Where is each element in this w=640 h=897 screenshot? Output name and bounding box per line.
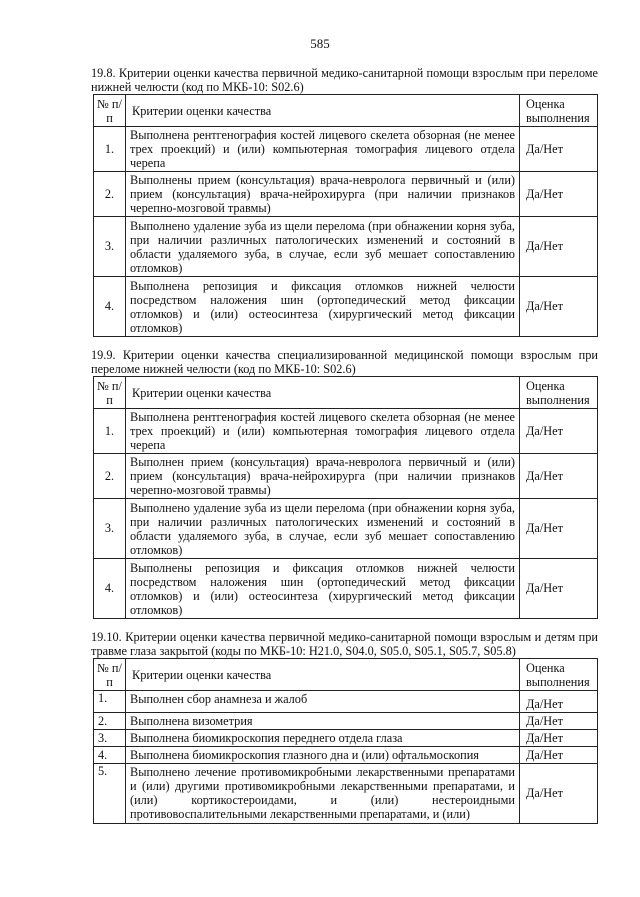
header-criteria: Критерии оценки качества <box>126 659 520 691</box>
table-row <box>94 217 598 277</box>
row-criteria: Выполнен прием (консультация) врача-невролога первичный и (или) прием (консультация) врача-нейрохирурга (при наличии признаков черепно-мозговой травмы) <box>126 454 520 499</box>
section-19-10 <box>93 630 598 824</box>
table-row <box>94 691 598 713</box>
table-row <box>94 172 598 217</box>
row-criteria: Выполнено удаление зуба из щели перелома (при обнажении корня зуба, при наличии различных патологических изменений и состояний в области удаляемого зуба, в случае, если зуб мешает сопоставлению отломков) <box>126 499 520 559</box>
header-result: Оценка выполнения <box>520 659 598 691</box>
row-num: 3. <box>94 730 126 747</box>
table-row <box>94 764 598 824</box>
row-result: Да/Нет <box>520 559 598 619</box>
row-result: Да/Нет <box>520 409 598 454</box>
section-title: 19.8. Критерии оценки качества первичной медико-санитарной помощи взрослым при переломе нижней челюсти (код по МКБ-10: S02.6) <box>91 66 598 94</box>
row-criteria: Выполнена биомикроскопия глазного дна и (или) офтальмоскопия <box>126 747 520 764</box>
header-num: № п/п <box>94 659 126 691</box>
row-num: 1. <box>94 691 126 713</box>
row-result: Да/Нет <box>520 454 598 499</box>
row-num: 1. <box>94 127 126 172</box>
row-num: 3. <box>94 499 126 559</box>
header-num: № п/п <box>94 377 126 409</box>
criteria-table <box>93 376 598 619</box>
table-row <box>94 730 598 747</box>
table-row <box>94 499 598 559</box>
row-num: 4. <box>94 559 126 619</box>
header-result: Оценка выполнения <box>520 95 598 127</box>
row-result: Да/Нет <box>520 713 598 730</box>
section-title: 19.10. Критерии оценки качества первичной медико-санитарной помощи взрослым и детям при травме глаза закрытой (коды по МКБ-10: H21.0, S04.0, S05.0, S05.1, S05.7, S05.8) <box>91 630 598 658</box>
page-number: 585 <box>310 36 330 51</box>
row-criteria: Выполнены прием (консультация) врача-невролога первичный и (или) прием (консультация) врача-нейрохирурга (при наличии признаков черепно-мозговой травмы) <box>126 172 520 217</box>
row-num: 2. <box>94 713 126 730</box>
table-row <box>94 409 598 454</box>
row-result: Да/Нет <box>520 691 598 713</box>
row-num: 1. <box>94 409 126 454</box>
criteria-table <box>93 658 598 824</box>
table-row <box>94 454 598 499</box>
section-19-9 <box>93 348 598 619</box>
row-criteria: Выполнена визометрия <box>126 713 520 730</box>
row-num: 4. <box>94 747 126 764</box>
row-result: Да/Нет <box>520 764 598 824</box>
row-result: Да/Нет <box>520 730 598 747</box>
row-result: Да/Нет <box>520 172 598 217</box>
table-row <box>94 127 598 172</box>
row-criteria: Выполнена биомикроскопия переднего отдела глаза <box>126 730 520 747</box>
section-19-8 <box>93 66 598 337</box>
row-criteria: Выполнено лечение противомикробными лекарственными препаратами и (или) другими противомикробными лекарственными препаратами, и (или) кортикостероидами, и (или) нестероидными противовоспалительными лекарственными препаратами, и (или) <box>126 764 520 824</box>
row-result: Да/Нет <box>520 277 598 337</box>
row-criteria: Выполнено удаление зуба из щели перелома (при обнажении корня зуба, при наличии различных патологических изменений и состояний в области удаляемого зуба, в случае, если зуб мешает сопоставлению отломков) <box>126 217 520 277</box>
table-row <box>94 713 598 730</box>
criteria-table <box>93 94 598 337</box>
header-result: Оценка выполнения <box>520 377 598 409</box>
row-result: Да/Нет <box>520 499 598 559</box>
section-title: 19.9. Критерии оценки качества специализированной медицинской помощи взрослым при переломе нижней челюсти (код по МКБ-10: S02.6) <box>91 348 598 376</box>
row-result: Да/Нет <box>520 747 598 764</box>
row-result: Да/Нет <box>520 127 598 172</box>
header-criteria: Критерии оценки качества <box>126 377 520 409</box>
row-criteria: Выполнен сбор анамнеза и жалоб <box>126 691 520 713</box>
row-criteria: Выполнена репозиция и фиксация отломков нижней челюсти посредством наложения шин (ортопедический метод фиксации отломков) и (или) остеосинтеза (хирургический метод фиксации отломков) <box>126 277 520 337</box>
row-criteria: Выполнены репозиция и фиксация отломков нижней челюсти посредством наложения шин (ортопедический метод фиксации отломков) и (или) остеосинтеза (хирургический метод фиксации отломков) <box>126 559 520 619</box>
row-num: 2. <box>94 454 126 499</box>
row-num: 5. <box>94 764 126 824</box>
row-num: 4. <box>94 277 126 337</box>
header-criteria: Критерии оценки качества <box>126 95 520 127</box>
table-header-row <box>94 659 598 691</box>
header-num: № п/п <box>94 95 126 127</box>
table-row <box>94 559 598 619</box>
row-num: 3. <box>94 217 126 277</box>
table-header-row <box>94 95 598 127</box>
row-num: 2. <box>94 172 126 217</box>
row-criteria: Выполнена рентгенография костей лицевого скелета обзорная (не менее трех проекций) и (или) компьютерная томография лицевого отдела черепа <box>126 127 520 172</box>
row-result: Да/Нет <box>520 217 598 277</box>
table-row <box>94 277 598 337</box>
row-criteria: Выполнена рентгенография костей лицевого скелета обзорная (не менее трех проекций) и (или) компьютерная томография лицевого отдела черепа <box>126 409 520 454</box>
table-header-row <box>94 377 598 409</box>
table-row <box>94 747 598 764</box>
